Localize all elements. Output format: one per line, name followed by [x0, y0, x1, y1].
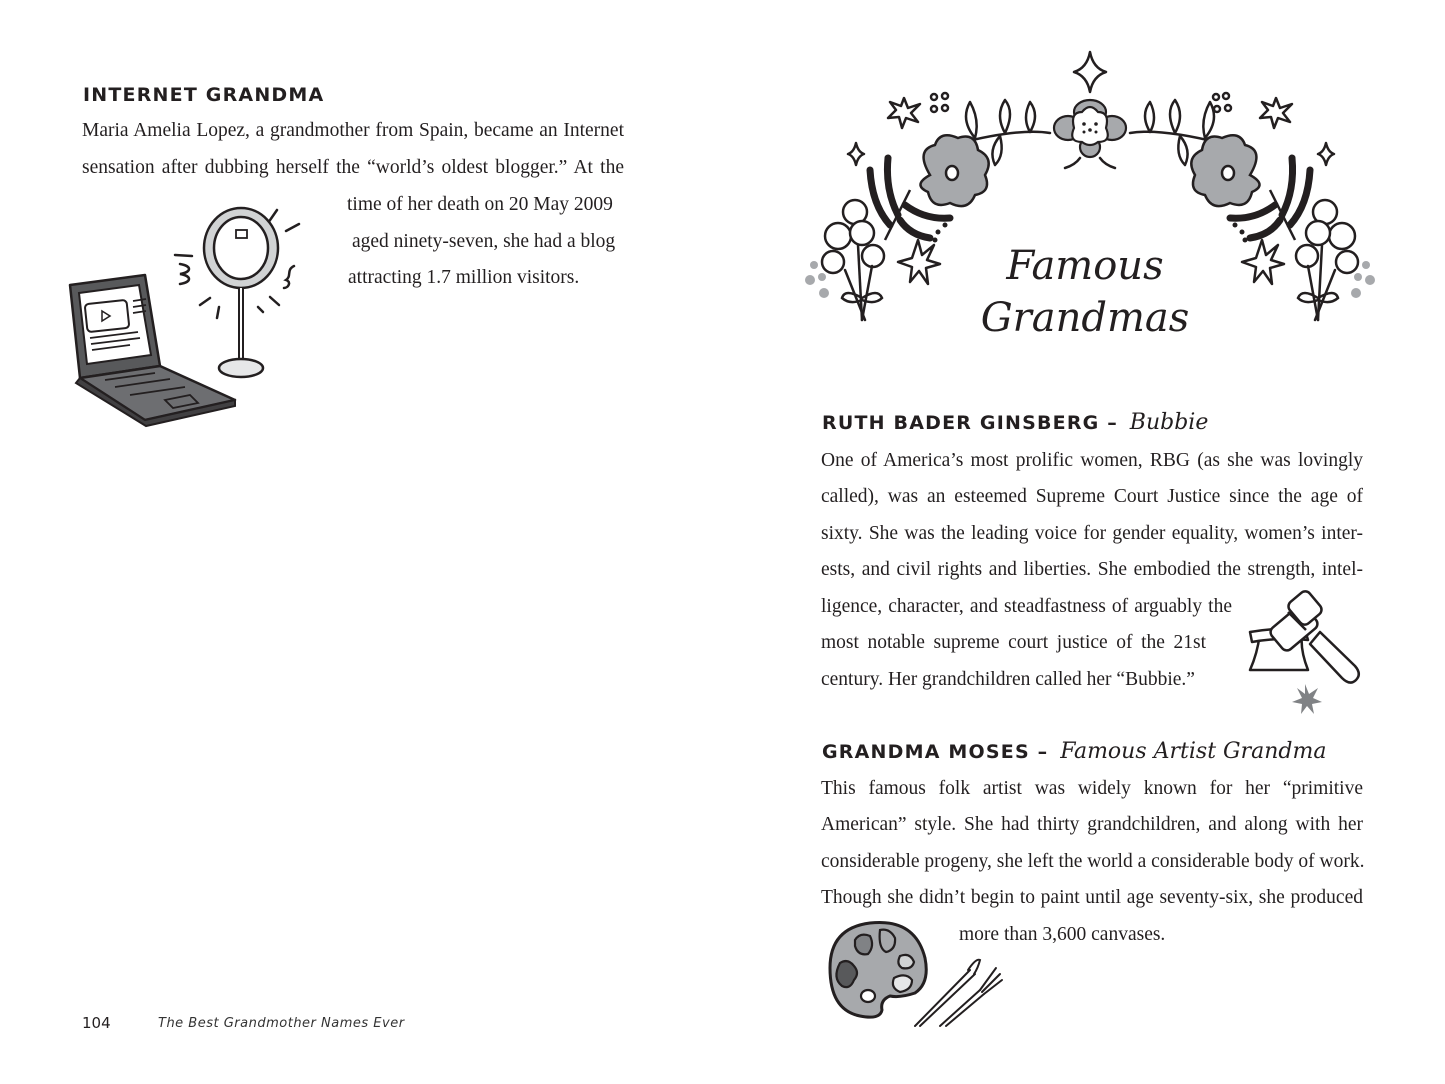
body-line: American” style. She had thirty grandchildren, and along with her — [821, 814, 1363, 835]
section-heading-moses-text: GRANDMA MOSES – — [822, 741, 1049, 763]
body-line: considerable progeny, she left the world a considerable body of work. — [821, 851, 1365, 872]
body-line: called), was an esteemed Supreme Court Justice since the age of — [821, 486, 1363, 507]
chapter-title-line2: Grandmas — [980, 295, 1190, 341]
body-line: ests, and civil rights and liberties. She embodied the strength, intel- — [821, 559, 1363, 580]
body-line: sensation after dubbing herself the “world’s oldest blogger.” At the — [82, 157, 624, 178]
section-heading-rbg — [822, 410, 1208, 435]
chapter-title — [955, 240, 1215, 344]
chapter-title-line1: Famous — [1006, 243, 1164, 289]
laptop-and-ring-light-icon — [60, 190, 340, 430]
body-line: aged ninety-seven, she had a blog — [352, 231, 616, 252]
section-subtitle-rbg: Bubbie — [1129, 410, 1209, 435]
body-line: ligence, character, and steadfastness of arguably the — [821, 596, 1232, 617]
body-line: Maria Amelia Lopez, a grandmother from Spain, became an Internet — [82, 120, 624, 141]
body-line: century. Her grandchildren called her “Bubbie.” — [821, 669, 1195, 690]
running-title: The Best Grandmother Names Ever — [158, 1016, 405, 1031]
body-line: most notable supreme court justice of the 21st — [821, 632, 1206, 653]
body-line: sixty. She was the leading voice for gender equality, women’s inter- — [821, 523, 1363, 544]
gavel-icon — [1230, 592, 1380, 722]
section-subtitle-moses: Famous Artist Grandma — [1060, 739, 1327, 764]
body-line: attracting 1.7 million visitors. — [348, 267, 580, 288]
body-line: more than 3,600 canvases. — [959, 924, 1166, 945]
section-heading-internet-grandma: INTERNET GRANDMA — [83, 84, 325, 106]
body-line: One of America’s most prolific women, RBG (as she was lovingly — [821, 450, 1363, 471]
body-line: time of her death on 20 May 2009 — [347, 194, 613, 215]
body-line: This famous folk artist was widely known for her “primitive — [821, 778, 1363, 799]
page-number: 104 — [82, 1014, 111, 1032]
paint-palette-icon — [820, 918, 1005, 1028]
section-heading-rbg-text: RUTH BADER GINSBERG – — [822, 412, 1118, 434]
body-line: Though she didn’t begin to paint until age seventy-six, she produced — [821, 887, 1363, 908]
section-heading-grandma-moses — [822, 739, 1326, 764]
